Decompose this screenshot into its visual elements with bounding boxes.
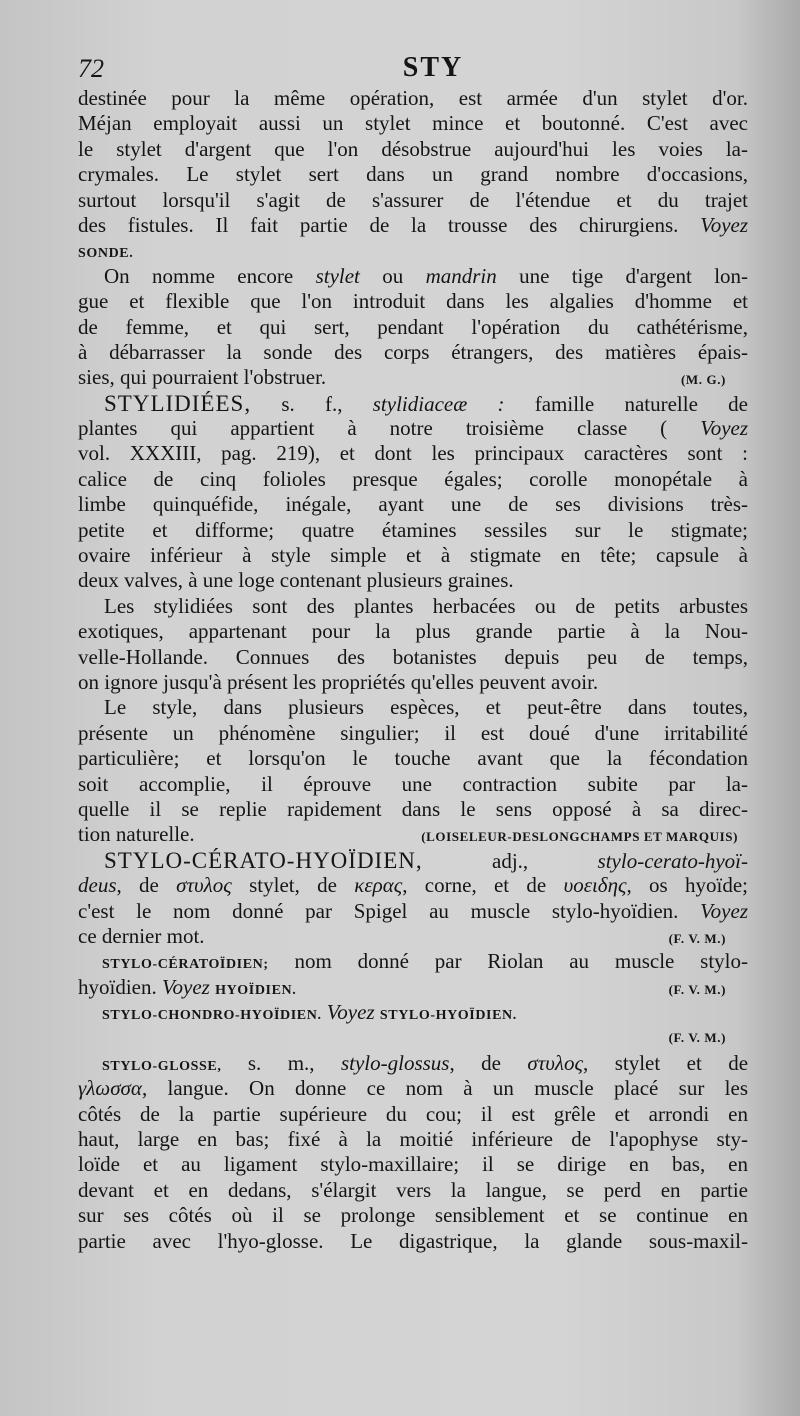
- text-line: [78, 365, 748, 390]
- greek-word: γλωσσα: [78, 1076, 142, 1101]
- text-line: [78, 822, 748, 847]
- text-line: le stylet d'argent que l'on désobstrue aujourd'hui les voies la-: [78, 136, 748, 161]
- text-line: exotiques, appartenant pour la plus grande partie à la Nou-: [78, 619, 748, 644]
- text-line: côtés de la partie supérieure du cou; il est grêle et arrondi en: [78, 1101, 748, 1126]
- text-line: petite et difforme; quatre étamines sessiles sur le stigmate;: [78, 517, 748, 542]
- italic-term: stylo-glossus: [340, 1050, 450, 1075]
- greek-word: στυλος: [527, 1050, 584, 1075]
- text-line: loïde et au ligament stylo-maxillaire; il se dirige en bas, en: [78, 1152, 748, 1177]
- text-line: destinée pour la même opération, est armée d'un stylet d'or.: [78, 86, 748, 110]
- text-line: Méjan employait aussi un stylet mince et boutonné. C'est avec: [78, 111, 748, 136]
- text-fragment: nom donné par Riolan au muscle stylo-: [294, 949, 748, 974]
- text-line: Les stylidiées sont des plantes herbacées ou de petits arbustes: [104, 593, 748, 618]
- italic-term: stylet: [315, 263, 360, 288]
- text-fragment: famille naturelle de: [534, 391, 748, 416]
- entry-headword: STYLO-CÉRATOÏDIEN;: [102, 957, 269, 973]
- text-line: [78, 1076, 748, 1101]
- text-fragment: , corne, et de: [402, 873, 547, 898]
- author-signature: (LOISELEUR-DESLONGCHAMPS ET MARQUIS): [421, 829, 738, 845]
- text-fragment: , langue. On donne ce nom à un muscle placé sur les: [141, 1076, 748, 1101]
- text-line: [78, 416, 748, 441]
- text-fragment: On nomme encore: [104, 263, 294, 288]
- cross-reference-term: STYLO-HYOÏDIEN.: [379, 1008, 517, 1024]
- text-line: deux valves, à une loge contenant plusieurs graines.: [78, 568, 514, 593]
- italic-term: stylo-cerato-hyoï-: [597, 848, 748, 873]
- text-fragment: des fistules. Il fait partie de la trousse des chirurgiens.: [78, 212, 679, 237]
- entry-headword: STYLO-CHONDRO-HYOÏDIEN.: [102, 1008, 322, 1024]
- entry-heading-line: [78, 949, 748, 974]
- text-line: quelle il se replie rapidement dans le sens opposé à sa direc-: [78, 796, 748, 821]
- text-fragment: s. m.,: [247, 1050, 315, 1075]
- text-fragment: , de: [116, 873, 159, 898]
- cross-reference-term: HYOÏDIEN.: [215, 982, 297, 998]
- greek-word: στυλος: [176, 873, 232, 898]
- text-fragment: une tige d'argent lon-: [519, 263, 748, 288]
- entry-heading-line: [78, 1000, 748, 1025]
- text-fragment: ou: [382, 263, 404, 288]
- text-fragment: hyoïdien.: [78, 974, 157, 999]
- text-fragment: , stylet et de: [583, 1050, 748, 1075]
- text-line: vol. XXXIII, pag. 219), et dont les principaux caractères sont :: [78, 441, 748, 466]
- italic-term: mandrin: [425, 263, 497, 288]
- italic-term: stylidiaceæ :: [372, 391, 505, 416]
- text-line: sur ses côtés où il se prolonge sensiblement et se continue en: [78, 1203, 748, 1228]
- text-fragment: , de: [449, 1050, 501, 1075]
- text-fragment: c'est le nom donné par Spigel au muscle stylo-hyoïdien.: [78, 898, 679, 923]
- text-line: devant et en dedans, s'élargit vers la langue, se perd en partie: [78, 1177, 748, 1202]
- text-fragment: stylet, de: [249, 873, 337, 898]
- text-line: particulière; et lorsqu'on le touche avant que la fécondation: [78, 746, 748, 771]
- author-signature: (F. V. M.): [668, 1030, 726, 1046]
- text-line: on ignore jusqu'à présent les propriétés qu'elles peuvent avoir.: [78, 669, 599, 694]
- running-head: STY: [402, 52, 464, 83]
- greek-word: υοειδης: [563, 873, 627, 898]
- greek-word: κερας: [354, 873, 403, 898]
- text-fragment: adj.,: [492, 848, 529, 873]
- cross-reference-italic: Voyez: [162, 974, 210, 999]
- page-number: 72: [78, 54, 104, 83]
- text-line: présente un phénomène singulier; il est doué d'une irritabilité: [78, 720, 748, 745]
- text-fragment: , os hyoïde;: [626, 873, 748, 898]
- text-fragment: ce dernier mot.: [78, 923, 205, 948]
- entry-heading-line: [78, 1051, 748, 1076]
- text-line: de femme, et qui sert, pendant l'opération du cathétérisme,: [78, 314, 748, 339]
- author-signature: (F. V. M.): [668, 981, 726, 997]
- text-line: [78, 238, 748, 263]
- text-line: [78, 899, 748, 924]
- text-line: haut, large en bas; fixé à la moitié inférieure de l'apophyse sty-: [78, 1127, 748, 1152]
- text-line: [78, 975, 748, 1000]
- text-line: gue et flexible que l'on introduit dans les algalies d'homme et: [78, 289, 748, 314]
- text-line: partie avec l'hyo-glosse. Le digastrique, la glande sous-maxil-: [78, 1228, 748, 1253]
- text-line: Le style, dans plusieurs espèces, et peut-être dans toutes,: [104, 695, 748, 720]
- entry-heading-line: [78, 848, 748, 873]
- text-line: ovaire inférieur à style simple et à stigmate en tête; capsule à: [78, 543, 748, 568]
- cross-reference-italic: Voyez: [700, 416, 748, 441]
- text-line: limbe quinquéfide, inégale, ayant une de ses divisions très-: [78, 492, 748, 517]
- body-text: [78, 86, 748, 1254]
- text-fragment: s. f.,: [281, 391, 343, 416]
- entry-heading-line: [78, 391, 748, 416]
- text-line: à débarrasser la sonde des corps étrangers, des matières épais-: [78, 339, 748, 364]
- text-line: [78, 873, 748, 898]
- text-line: surtout lorsqu'il s'agit de s'assurer de l'étendue et du trajet: [78, 187, 748, 212]
- author-signature: (M. G.): [681, 372, 726, 388]
- text-line: calice de cinq folioles presque égales; corolle monopétale à: [78, 466, 748, 491]
- page-header: [78, 50, 748, 86]
- text-line: [78, 924, 748, 949]
- text-line: soit accomplie, il éprouve une contraction subite par la-: [78, 771, 748, 796]
- text-line: [78, 213, 748, 238]
- entry-headword: STYLO-GLOSSE,: [102, 1058, 222, 1074]
- author-signature: (F. V. M.): [668, 930, 726, 946]
- cross-reference-italic: Voyez: [326, 1000, 375, 1025]
- text-line: velle-Hollande. Connues des botanistes depuis peu de temps,: [78, 644, 748, 669]
- cross-reference-italic: Voyez: [700, 898, 748, 923]
- text-line: crymales. Le stylet sert dans un grand nombre d'occasions,: [78, 162, 748, 187]
- italic-term: deus: [78, 873, 117, 898]
- text-fragment: sies, qui pourraient l'obstruer.: [78, 365, 327, 390]
- cross-reference-italic: Voyez: [700, 212, 748, 237]
- text-fragment: plantes qui appartient à notre troisième classe (: [78, 416, 668, 441]
- entry-headword: STYLIDIÉES,: [104, 390, 252, 416]
- cross-reference-term: SONDE.: [78, 246, 134, 262]
- text-line: [78, 264, 748, 289]
- entry-headword: STYLO-CÉRATO-HYOÏDIEN,: [104, 847, 423, 873]
- text-fragment: tion naturelle.: [78, 822, 195, 847]
